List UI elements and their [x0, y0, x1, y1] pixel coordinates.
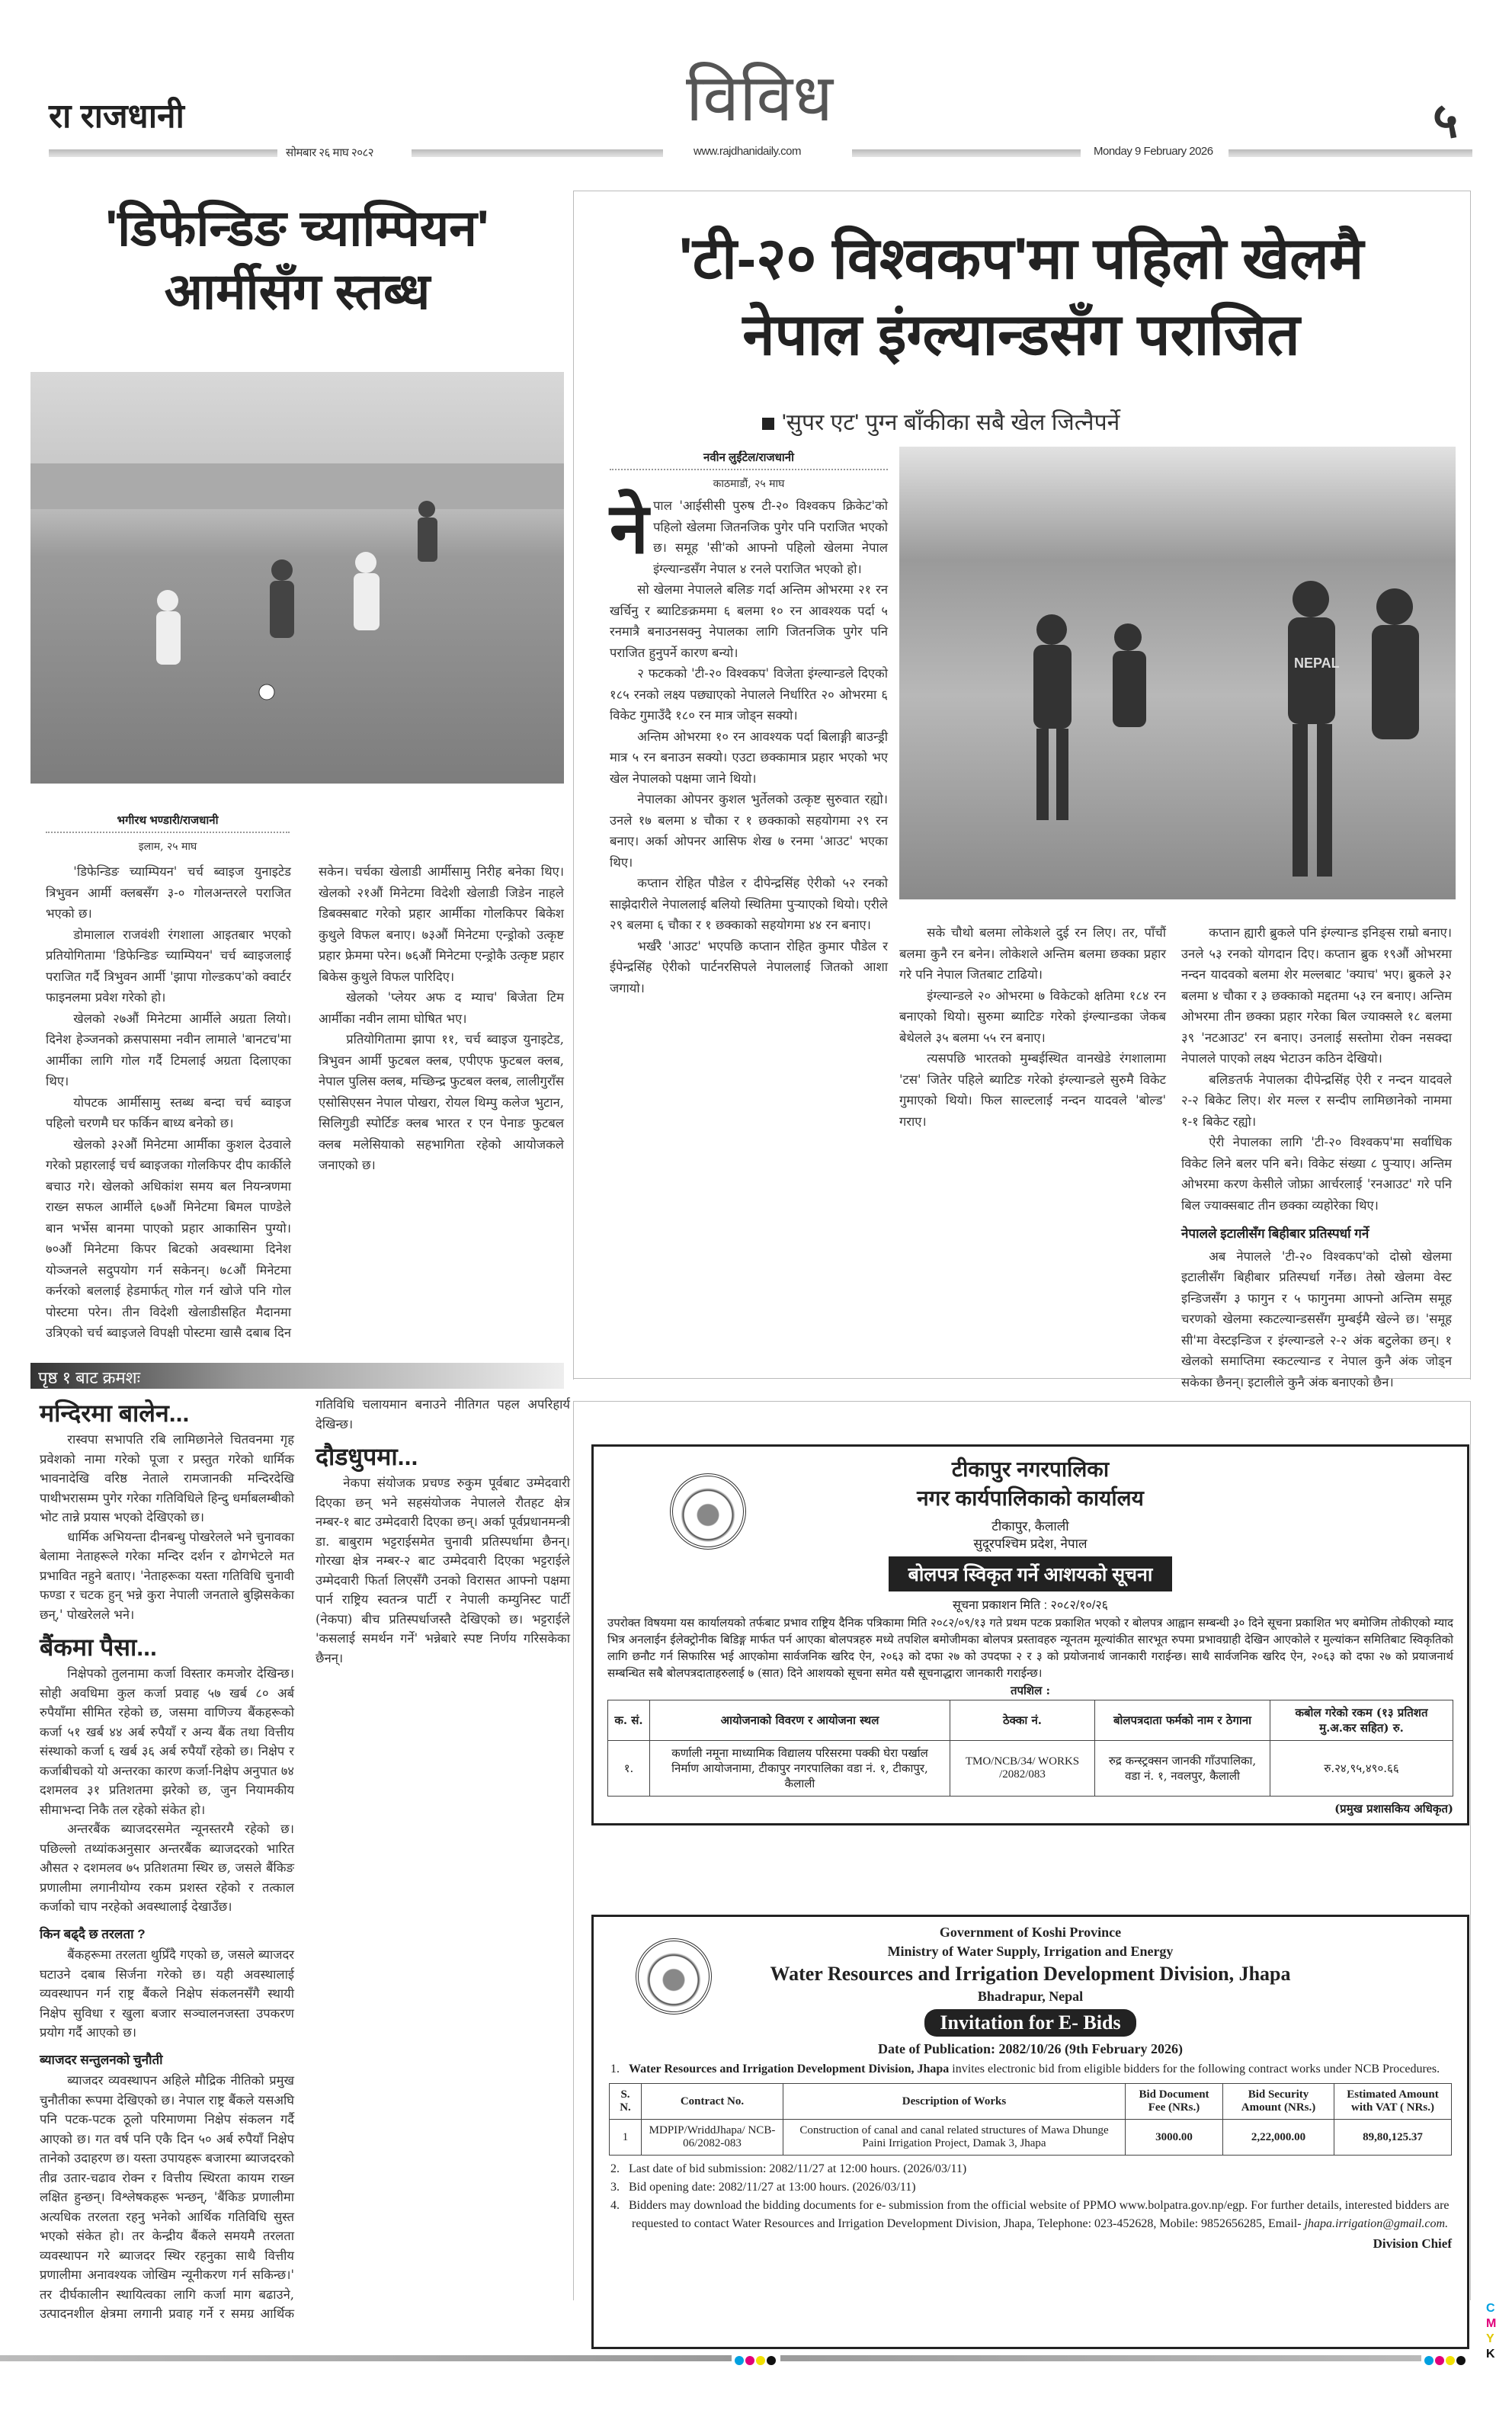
football-players-illustration [30, 372, 564, 784]
story-heading: बैंकमा पैसा... [40, 1633, 157, 1661]
continued-from-page-1-bar: पृष्ठ १ बाट क्रमशः [30, 1363, 564, 1389]
paragraph: अन्तरबैंक ब्याजदरसमेत न्यूनस्तरमै रहेको छ। पछिल्लो तथ्यांकअनुसार अन्तरबैंक ब्याजदरको भारित औसत २ दशमलव ७५ प्रतिशतमा स्थिर छ, जसले बैंकिङ प्रणालीमा लगानीयोग्य रकम प्रशस्त रहेको र तत्काल कर्जाको चाप नरहेको अवस्थालाई देखाउँछ। [40, 1822, 294, 1914]
paragraph: अन्तिम ओभरमा १० रन आवश्यक पर्दा बिलाङ्गी बाउन्ड्री मात्र ५ रन बनाउन सक्यो। एउटा छक्कामात्र प्रहार भएको भए खेल नेपालको पक्षमा जाने थियो। [610, 729, 888, 786]
headline-line: 'डिफेन्डिङ च्याम्पियन' [105, 200, 489, 256]
newspaper-logo: रा राजधानी [49, 98, 184, 135]
header-rule [1228, 149, 1472, 157]
publication-date: Date of Publication: 2082/10/26 (9th February 2026) [878, 2041, 1183, 2056]
paragraph: प्रतियोगितामा झापा ११, चर्च ब्वाइज युनाइटेड, त्रिभुवन आर्मी फुटबल क्लब, एपीएफ फुटबल क्लब, नेपाल पुलिस क्लब, मच्छिन्द्र फुटबल क्लब, लालीगुराँस एसोसिएसन नेपाल पोखरा, रोयल थिम्पु कलेज भुटान, सिलिगुडी स्पोर्टिङ क्लब भारत र एन पेनाङ फुटबल क्लब मलेसियाको सहभागिता रहेको आयोजकले जनाएको छ। [319, 1032, 564, 1172]
column-header: Bid Document Fee (NRs.) [1126, 2084, 1223, 2120]
cyan-dot-icon [1424, 2356, 1434, 2365]
table-cell: 3000.00 [1126, 2120, 1223, 2156]
yellow-dot-icon [756, 2356, 765, 2365]
nepal-cricket-team-photo [899, 447, 1456, 899]
paragraph: इंग्ल्यान्डले २० ओभरमा ७ विकेटको क्षतिमा १८४ रन बनाएको थियो। सुरुमा ब्याटिङ गरेको इंग्ल्यान्डका जेकब बेथेलले ३५ बलमा ५५ रन बनाए। [899, 988, 1166, 1045]
paragraph: सो खेलमा नेपालले बलिङ गर्दा अन्तिम ओभरमा २१ रन खर्चिनु र ब्याटिङक्रममा ६ बलमा १० रन आवश्यक पर्दा ५ रनमात्रै बनाउनसक्नु नेपालका लागि जितनजिक पुगेर पनि पराजित हुनुपर्ने कारण बन्यो। [610, 582, 888, 660]
column-header: Description of Works [783, 2084, 1126, 2120]
paragraph: डोमालाल राजवंशी रंगशाला आइतबार भएको प्रतियोगितामा 'डिफेन्डिङ च्याम्पियन' चर्च ब्वाइजलाई पराजित गर्दै त्रिभुवन आर्मी 'झापा गोल्डकप'को क्वार्टर फाइनलमा प्रवेश गरेको हो। [46, 927, 291, 1005]
article-divider [573, 1378, 1471, 1379]
cyan-dot-icon [735, 2356, 744, 2365]
football-article-body [46, 861, 564, 1353]
story-heading: मन्दिरमा बालेन... [40, 1399, 190, 1427]
section-title: विविध [686, 62, 834, 135]
publication-date: सूचना प्रकाशन मिति : २०८२/१०/२६ [953, 1599, 1108, 1612]
drop-cap: ने [610, 490, 649, 568]
paragraph: अब नेपालले 'टी-२० विश्वकप'को दोस्रो खेलमा इटालीसँग बिहीबार प्रतिस्पर्धा गर्नेछ। तेस्रो खेलमा वेस्ट इन्डिजसँग ३ फागुन र ५ फागुनमा आफ्नो अन्तिम समूह चरणको खेलमा स्कटल्यान्डससँग मुम्बईमै खेल्ने छ। 'समूह सी'मा वेस्टइन्डिज र इंग्ल्यान्डले २-२ अंक बटुलेका छन्। १ खेलको समाप्तिमा स्कटल्यान्ड र नेपाल कुनै अंक जोड्न सकेका छैनन्। इटालीले कुनै अंक बनाएको छैन। [1181, 1248, 1452, 1389]
table-row [610, 2120, 1452, 2156]
football-byline-block [46, 813, 290, 854]
division-address: Bhadrapur, Nepal [977, 1989, 1084, 2004]
signatory: (प्रमुख प्रशासकिय अधिकृत) [1334, 1802, 1453, 1816]
black-dot-icon [1456, 2356, 1466, 2365]
registration-dots [732, 2354, 780, 2368]
column-header: S. N. [610, 2084, 642, 2120]
office-name: नगर कार्यपालिकाको कार्यालय [917, 1486, 1144, 1510]
paragraph: रास्वपा सभापति रबि लामिछानेले चितवनमा गृह प्रवेशको नामा गरेको पूजा र प्रस्तुत गरेको धार्मिक भावनादेखि वरिष्ठ नेताले रामजानकी मन्दिरदेखि पाथीभरासम्म पुगेर गरेका गतिविधिले हिन्दु धर्माबलम्बीको भोट तान्ने प्रयास भएको देखिएको छ। [40, 1432, 294, 1524]
paragraph: योपटक आर्मीसामु स्तब्ध बन्दा चर्च ब्वाइज पहिलो चरणमै घर फर्किन बाध्य बनेको छ। [46, 1095, 291, 1130]
notice-item-text: Bidders may download the bidding documents for e- submission from the official website of PPMO www.bolpatra.gov.np/egp. For further details, interested bidders are requested to contact Water Resources and Irrigation Development Division, Jhapa, Telephone: 023-452628, Mobile: 9852656285, Email- [629, 2199, 1450, 2230]
contact-email[interactable]: jhapa.irrigation@gmail.com. [1304, 2217, 1449, 2230]
cmyk-mark-k: K [1486, 2348, 1495, 2361]
website-link[interactable]: www.rajdhanidaily.com [694, 145, 801, 158]
paragraph: भर्खरै 'आउट' भएपछि कप्तान रोहित कुमार पौडेल र ईपेन्द्रसिंह ऐरीको पार्टनरसिपले नेपाललाई जितको आशा जगायो। [610, 938, 888, 995]
table-cell: 89,80,125.37 [1334, 2120, 1452, 2156]
notice-title: बोलपत्र स्विकृत गर्ने आशयको सूचना [889, 1556, 1173, 1591]
column-header: Bid Security Amount (NRs.) [1223, 2084, 1334, 2120]
header-rule [49, 149, 277, 157]
date-nepali: सोमबार २६ माघ २०८२ [286, 146, 374, 159]
notice-item-text: invites electronic bid from eligible bidders for the following contract works under NCB Procedures. [949, 2063, 1440, 2075]
paragraph: ब्याजदर व्यवस्थापन अहिले मौद्रिक नीतिको प्रमुख चुनौतीका रूपमा देखिएको छ। नेपाल राष्ट्र बैंकले यसअघि पनि पटक-पटक ठूलो परिमाणमा निक्षेप संकलन गर्दै आएको छ। गत वर्ष पनि एकै दिन ५० अर्ब रुपैयाँ निक्षेप तानेको उदाहरण छ। यस्ता उपायहरू बजारमा ब्याजदरको तीव्र उतार-चढाव रोक्न र वित्तीय स्थिरता कायम राख्न लक्षित हुन्छन्। विश्लेषकहरू भन्छन्, 'बैंकिङ प्रणालीमा अत्यधिक तरलता रहनु भनेको आर्थिक गतिविधि सुस्त भएको संकेत हो। तर केन्द्रीय बैंकले समयमै तरलता व्यवस्थापन गरे ब्याजदर स्थिर रहनुका साथै वित्तीय प्रणालीमा अनावश्यक जोखिम न्यूनीकरण गर्न सकिन्छ।' तर दीर्घकालीन स्थायित्वका लागि कर्जा माग बढाउने, उत्पादनशील क्षेत्रमा लगानी प्रवाह गर्ने र समग्र आर्थिक गतिविधि चलायमान बनाउने नीतिगत पहल अपरिहार्य देखिन्छ। [40, 1397, 570, 2321]
column-header: ठेक्का नं. [950, 1700, 1095, 1741]
magenta-dot-icon [745, 2356, 754, 2365]
paragraph: बलिङतर्फ नेपालका दीपेन्द्रसिंह ऐरी र नन्दन यादवले २-२ बिकेट लिए। शेर मल्ल र सन्दीप लामिछानेको नाममा १-१ बिकेट रह्यो। [1181, 1072, 1452, 1129]
division-name-inline: Water Resources and Irrigation Development Division, Jhapa [629, 2063, 950, 2075]
yellow-dot-icon [1446, 2356, 1455, 2365]
koshi-irrigation-bid-notice: Government of Koshi Province Ministry of Water Supply, Irrigation and Energy Water Resources and Irrigation Development Division, Jhapa Bhadrapur, Nepal Invitation for E- Bids Date of Publication: 2082/10/26 (9th February 2026) 1. Water Resources and Irrigation Development Division, Jhapa invites electronic bid from eligible bidders for the following contract works under NCB Procedures. S. N. Contract No. Description of Works Bid Document Fee (NRs.) Bid Security Amount (NRs.) Estimated Amount with VAT ( NRs.) 1 MDPIP/WriddJhapa/ NCB-06/2082-083 Construction of canal and canal related structures of Mawa Dhunge Paini Irrigation Project, Damak 3, Jhapa 3000.00 2,22,000.00 89,80,125.37 2. Last date of bid submission: 2082/11/27 at 12:00 hours. (2026/03/11) 3. Bid opening date: 2082/11/27 at 13:00 hours. (2026/03/11) 4. Bidders may download the bidding documents for e- submission from the official website of PPMO www.bolpatra.gov.np/egp. For further details, interested bidders are requested to contact Water Resources and Irrigation Development Division, Jhapa, Telephone: 023-452628, Mobile: 9852656285, Email- jhapa.irrigation@gmail.com. Division Chief [591, 1915, 1469, 2349]
table-header-row [608, 1700, 1453, 1741]
paragraph: कप्तान ह्यारी ब्रुकले पनि इंग्ल्यान्ड इनिङ्स राम्रो बनाए। उनले ५३ रनको योगदान दिए। कप्तान ब्रुक १९औं ओभरमा नन्दन यादवको बलमा शेर मल्लबाट 'क्याच' भए। ब्रुकले ३२ बलमा ४ चौका र ३ छक्काको मद्दतमा ५३ रन बनाए। अन्तिम ओभरमा तीन छक्का प्रहार गरेका बिल ज्याक्सले १८ बलमा ३९ 'नटआउट' रन बनाए। उनलाई सस्तोमा रोक्न नसक्दा नेपालले पाएको लक्ष्य भेटाउन कठिन देखियो। [1181, 925, 1452, 1066]
schedule-label: तपशिल : [1010, 1684, 1051, 1697]
nepal-emblem-icon [636, 1938, 712, 2015]
continued-stories [40, 1395, 570, 2349]
paragraph: खेलको ३२औं मिनेटमा आर्मीका कुशल देउवाले गरेको प्रहारलाई चर्च ब्वाइजका गोलकिपर दीप कार्कीले बचाउ गरे। खेलको अधिकांश समय बल नियन्त्रणमा राख्न सफल आर्मीले ६७औं मिनेटमा बिमल पाण्डेले बान भर्भेस बानमा पाएको प्रहार आकासिन पुग्यो। ७०औं मिनेटमा किपर बिटको अवस्थामा दिनेश योञ्जनले सदुपयोग गर्न सकेनन्। ७८औं मिनेटमा कर्नरको बललाई हेडमार्फत् गोल गर्न खोजे पनि गोल पोस्टमा परेन। तीन विदेशी खेलाडीसहित मैदानमा उत्रिएको चर्च ब्वाइजले विपक्षी पोस्टमा खासै दबाब दिन सकेन। चर्चका खेलाडी आर्मीसामु निरीह बनेका थिए। खेलको २१औं मिनेटमा विदेशी खेलाडी जिडेन नाहले डिबक्सबाट गरेको प्रहार आर्मीका गोलकिपर बिकेश कुथुले विफल बनाए। ७३औं मिनेटमा एन्ड्रोको उत्कृष्ट प्रहार फ्रेममा परेन। ७६औं मिनेटमा एन्ड्रोकै उत्कृष्ट प्रहार बिकेस कुथुले विफल पारिदिए। [46, 864, 564, 1340]
table-cell: Construction of canal and canal related structures of Mawa Dhunge Paini Irrigation Project, Damak 3, Jhapa [783, 2120, 1126, 2156]
table-cell: १. [608, 1741, 650, 1797]
column-header: बोलपत्रदाता फर्मको नाम र ठेगाना [1095, 1700, 1270, 1741]
dateline: इलाम, २५ माघ [138, 841, 197, 853]
address-line: सुदूरपश्चिम प्रदेश, नेपाल [973, 1537, 1088, 1551]
jersey-text: NEPAL [1294, 655, 1340, 671]
cmyk-mark-y: Y [1486, 2332, 1494, 2345]
page-number: ५ [1433, 93, 1459, 148]
table-header-row [610, 2084, 1452, 2120]
lead-paragraph: पाल 'आईसीसी पुरुष टी-२० विश्वकप क्रिकेट'को पहिलो खेलमा जितनजिक पुगेर पनि पराजित भएको छ। समूह 'सी'को आफ्नो पहिलो खेलमा नेपाल इंग्ल्यान्डसँग नेपाल ४ रनले पराजित भएको हो। [653, 498, 888, 576]
cmyk-mark-c: C [1486, 2302, 1495, 2315]
table-cell: 2,22,000.00 [1223, 2120, 1334, 2156]
cricket-subheadline [762, 405, 1120, 437]
column-header: Estimated Amount with VAT ( NRs.) [1334, 2084, 1452, 2120]
cricket-article-col3 [1181, 922, 1452, 1389]
tikapur-municipality-notice [591, 1444, 1469, 1825]
paragraph: सके चौथो बलमा लोकेशले दुई रन लिए। तर, पाँचौं बलमा कुनै रन बनेन। लोकेशले अन्तिम बलमा छक्का प्रहार गरे पनि नेपाल जितबाट टाढियो। [899, 925, 1166, 982]
paragraph: नेकपा संयोजक प्रचण्ड रुकुम पूर्वबाट उम्मेदवारी दिएका छन् भने सहसंयोजक नेपालले रौतहट क्षेत्र नम्बर-१ बाट उम्मेदवारी दिएका छन्। अर्का पूर्वप्रधानमन्त्री डा. बाबुराम भट्टराईसमेत चुनावी प्रतिस्पर्धामा छैनन्। गोरखा क्षेत्र नम्बर-२ बाट उम्मेदवारी दिएका भट्टराईले उम्मेदवारी फिर्ता लिएसँगै उनको विरासत आफ्नो पक्षमा पार्न राष्ट्रिय स्वतन्त्र पार्टी र नेपाली कम्युनिस्ट पार्टी (नेकपा) बीच प्रतिस्पर्धाजस्तै देखिएको छ। भट्टराईले 'कसलाई समर्थन गर्ने' भन्नेबारे स्पष्ट निर्णय गरिसकेका छैनन्। [316, 1476, 570, 1665]
signatory: Division Chief [1373, 2236, 1452, 2251]
byline: भगीरथ भण्डारी/राजधानी [46, 813, 290, 833]
paragraph: बैंकहरूमा तरलता थुप्रिँदै गएको छ, जसले ब्याजदर घटाउने दबाब सिर्जना गरेको छ। यही अवस्थालाई व्यवस्थापन गर्न राष्ट्र बैंकले निक्षेप संकलनसँगै स्थायी निक्षेप सुविधा र खुला बजार सञ्चालनजस्ता उपकरण प्रयोग गर्दै आएको छ। [40, 1947, 294, 2040]
table-cell: TMO/NCB/34/ WORKS /2082/083 [950, 1741, 1095, 1797]
story-subheading: ब्याजदर सन्तुलनको चुनौती [40, 2052, 163, 2067]
cricket-article-col1 [610, 490, 888, 1364]
cricket-article-col2 [899, 922, 1166, 1364]
story-heading: दौडधुपमा... [316, 1443, 418, 1470]
column-header: आयोजनाको विवरण र आयोजना स्थल [650, 1700, 950, 1741]
table-cell: 1 [610, 2120, 642, 2156]
table-cell: कर्णाली नमूना माध्यामिक विद्यालय परिसरमा पक्की घेरा पर्खाल निर्माण आयोजनामा, टीकापुर नगरपालिका वडा नं. १, टीकापुर, कैलाली [650, 1741, 950, 1797]
koshi-bid-table [609, 2083, 1452, 2156]
paragraph: त्यसपछि भारतको मुम्बईस्थित वानखेडे रंगशालामा 'टस' जितेर पहिले ब्याटिङ गरेको इंग्ल्यान्डले सुरुमै विकेट गुमाएको थियो। फिल साल्टलाई नन्दन यादवले 'बोल्ड' गराए। [899, 1051, 1166, 1129]
black-dot-icon [767, 2356, 776, 2365]
notice-title: Invitation for E- Bids [924, 2009, 1136, 2037]
headline-line: आर्मीसँग स्तब्ध [164, 262, 431, 319]
cmyk-mark-m: M [1486, 2317, 1497, 2330]
address-line: टीकापुर, कैलाली [991, 1519, 1069, 1534]
dateline: काठमाडौं, २५ माघ [713, 478, 785, 490]
table-cell: रुद्र कन्स्ट्रक्सन जानकी गाँउपालिका, वडा नं. १, नवलपुर, कैलाली [1095, 1741, 1270, 1797]
column-header: कबोल गरेको रकम (१३ प्रतिशत मु.अ.कर सहित) रु. [1270, 1700, 1453, 1741]
table-row [608, 1741, 1453, 1797]
header-rule [852, 149, 1081, 157]
org-name: टीकापुर नगरपालिका [951, 1457, 1110, 1481]
magenta-dot-icon [1435, 2356, 1444, 2365]
paragraph: ऐरी नेपालका लागि 'टी-२० विश्वकप'मा सर्वाधिक विकेट लिने बलर पनि बने। विकेट संख्या ८ पुर्‍याए। अन्तिम ओभरमा करण केसीले जोफ्रा आर्चरलाई 'रनआउट' गरे पनि बिल ज्याक्सबाट तीन छक्का व्यहोरेका थिए। [1181, 1135, 1452, 1213]
notice-item-text: Last date of bid submission: 2082/11/27 at 12:00 hours. (2026/03/11) [629, 2162, 967, 2175]
division-name: Water Resources and Irrigation Development Division, Jhapa [770, 1963, 1291, 1985]
paragraph: नेपालका ओपनर कुशल भुर्तेलको उत्कृष्ट सुरुवात रह्यो। उनले १७ बलमा ४ चौका र १ छक्काको सहयोगमा २९ रन बनाए। अर्का ओपनर आसिफ शेख ७ रनमा 'आउट' भएका थिए। [610, 792, 888, 870]
cricket-players-illustration [899, 447, 1456, 899]
cricket-byline-block [610, 450, 888, 491]
headline-line: 'टी-२० विश्वकप'मा पहिलो खेलमै [678, 226, 1364, 291]
paragraph: निक्षेपको तुलनामा कर्जा विस्तार कमजोर देखिन्छ। सोही अवधिमा कुल कर्जा प्रवाह ५७ खर्ब ८० अर्ब रुपैयाँमा सीमित रहेको छ, जसमा वाणिज्य बैंकहरूको कर्जा ५१ खर्ब ४४ अर्ब रुपैयाँ र अन्य बैंक तथा वित्तीय संस्थाको कर्जा ६ खर्ब ३६ अर्ब रुपैयाँ रहेको छ। निक्षेप र कर्जाबीचको यो अन्तरका कारण कर्जा-निक्षेप अनुपात ७४ दशमलव ३१ प्रतिशतमा झरेको छ, जुन नियामकीय सीमाभन्दा निकै तल रहेको संकेत हो। [40, 1666, 294, 1817]
subheadline-text: 'सुपर एट' पुग्न बाँकीका सबै खेल जित्नैपर्ने [782, 410, 1120, 435]
registration-dots [1421, 2354, 1470, 2368]
cricket-headline [579, 221, 1463, 374]
paragraph: कप्तान रोहित पौडेल र दीपेन्द्रसिंह ऐरीको ५२ रनको साझेदारीले नेपाललाई बलियो स्थितिमा पुर्‍याएको थियो। एरीले २९ बलमा ६ चौका र १ छक्काको सहयोगमा ४४ रन बनाए। [610, 876, 888, 932]
table-cell: रु.२४,९५,४९०.६६ [1270, 1741, 1453, 1797]
paragraph: 'डिफेन्डिङ च्याम्पियन' चर्च ब्वाइज युनाइटेड त्रिभुवन आर्मी क्लबसँग ३-० गोलअन्तरले पराजित भएको छ। [46, 864, 291, 921]
paragraph: खेलको २७औं मिनेटमा आर्मीले अग्रता लियो। दिनेश हेञ्जनको क्रसपासमा नवीन लामाले 'बानटच'मा आर्मीका लागि गोल गर्दै टिमलाई अग्रता दिलाएका थिए। [46, 1011, 291, 1088]
paragraph: खेलको 'प्लेयर अफ द म्याच' बिजेता टिम आर्मीका नवीन लामा घोषित भए। [319, 990, 564, 1026]
tikapur-award-table [607, 1700, 1453, 1797]
byline: नवीन लुईंटेल/राजधानी [610, 450, 888, 470]
notice-item-text: Bid opening date: 2082/11/27 at 13:00 hours. (2026/03/11) [629, 2181, 916, 2194]
paragraph: २ फटकको 'टी-२० विश्वकप' विजेता इंग्ल्यान्डले दिएको १८५ रनको लक्ष्य पछ्याएको नेपालले निर्धारित २० ओभरमा ६ विकेट गुमाउँदै १८० रन मात्र जोड्न सक्यो। [610, 666, 888, 723]
column-header: क. सं. [608, 1700, 650, 1741]
ministry-name: Ministry of Water Supply, Irrigation and Energy [887, 1944, 1174, 1959]
header-rule [412, 149, 663, 157]
nepal-emblem-icon [670, 1473, 746, 1550]
headline-line: नेपाल इंग्ल्यान्डसँग पराजित [742, 303, 1300, 368]
table-cell: MDPIP/WriddJhapa/ NCB-06/2082-083 [642, 2120, 783, 2156]
column-header: Contract No. [642, 2084, 783, 2120]
story-subheading: किन बढ्दै छ तरलता ? [40, 1926, 146, 1941]
football-match-photo [30, 372, 564, 784]
notice-body: उपरोक्त विषयमा यस कार्यालयको तर्फबाट प्रभाव राष्ट्रिय दैनिक पत्रिकामा मिति २०८२/०९/१३ गते प्रथम पटक प्रकाशित भएको र बोलपत्र आह्वान सम्बन्धी ३० दिने सूचना प्रकाशित भए बमोजिम तोकीएको म्याद भित्र अनलाईन ईलेक्ट्रोनीक बिडिङ्ग मार्फत पर्न आएका बोलपत्रहरु मध्ये तपशिल बमोजीमका बोलपत्र प्रस्तावहरु न्यूनतम मूल्यांकीत सारभूत रुपमा प्रभावग्राही देखिन आएकोले र मुल्यांकन समितिबाट स्विकृतिको लागि छनौट गर्न सिफारिस भई आएकोमा सार्वजनिक खरिद ऐन, २०६३ को दफा २७ को उपदफा २ र ३ को प्रयोजनार्थ जानकारी गराईन्छ। साथै सार्वजनिक खरिद ऐन, २०६३ को दफा २७ को प्रयाजनार्थ सम्बन्धित सबै बोलपत्रदाताहरुलाई ७ (सात) दिने आशयको सूचना समेत यसै सूचनाद्धारा जानकारी गराईन्छ। [607, 1616, 1453, 1680]
paragraph: धार्मिक अभियन्ता दीनबन्धु पोखरेलले भने चुनावका बेलामा नेताहरूले गरेका मन्दिर दर्शन र ढोगभेटले मत प्रभावित नहुने बताए। 'नेताहरूका यस्ता गतिविधि चुनावी फण्डा र चटक हुन् भन्ने कुरा नेपाली जनताले बुझिसकेका छन्,' पोखरेलले भने। [40, 1529, 294, 1622]
bullet-square-icon [762, 418, 774, 430]
date-english: Monday 9 February 2026 [1094, 145, 1213, 158]
football-headline [30, 197, 564, 322]
government-name: Government of Koshi Province [939, 1925, 1122, 1940]
story-subheading: नेपालले इटालीसँग बिहीबार प्रतिस्पर्धा गर्ने [1181, 1226, 1369, 1241]
